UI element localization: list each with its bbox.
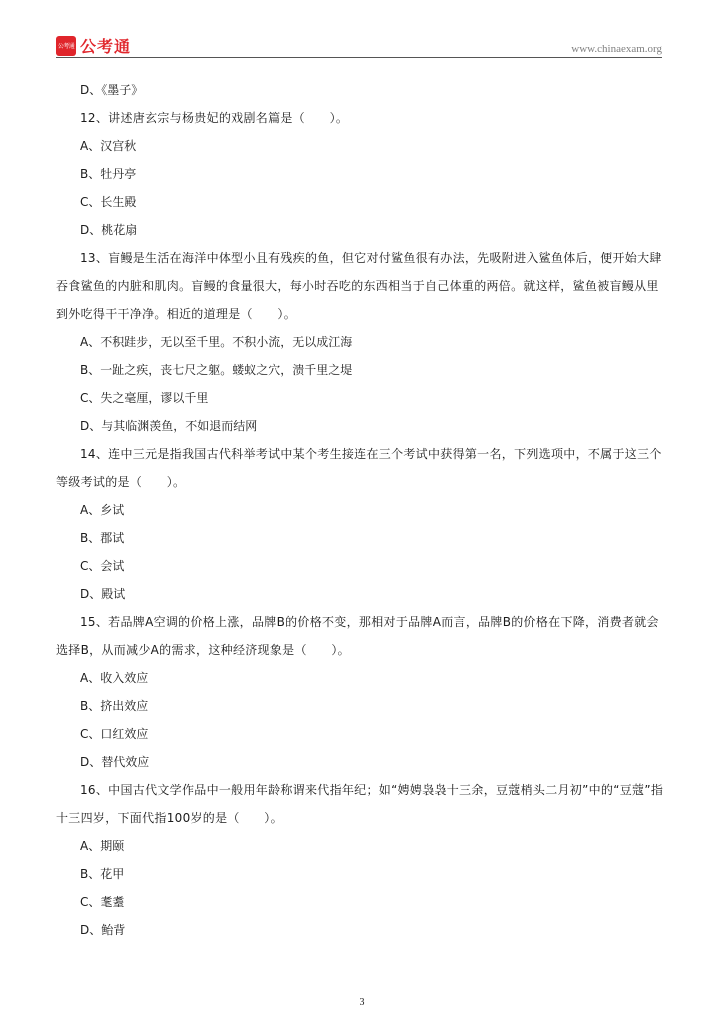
answer-option: D、《墨子》: [80, 83, 144, 97]
answer-option: C、长生殿: [80, 195, 137, 209]
answer-option: A、汉宫秋: [80, 139, 137, 153]
question-text: 15、若品牌A空调的价格上涨，品牌B的价格不变，那相对于品牌A而言，品牌B的价格在下降，消费者就会选择B，从而减少A的需求，这种经济现象是（ ）。: [56, 615, 659, 657]
logo: [56, 34, 131, 57]
site-url: www.chinaexam.org: [571, 43, 662, 55]
answer-option: A、不积跬步，无以至千里。不积小流，无以成江海: [80, 335, 353, 349]
answer-option: C、会试: [80, 559, 125, 573]
answer-option: B、挤出效应: [80, 699, 149, 713]
answer-option: B、一趾之疾，丧七尺之躯。蝼蚁之穴，溃千里之堤: [80, 363, 353, 377]
logo-mark: 公考通: [56, 36, 76, 56]
answer-option: A、收入效应: [80, 671, 149, 685]
answer-option: D、与其临渊羡鱼，不如退而结网: [80, 419, 258, 433]
answer-option: B、牡丹亭: [80, 167, 137, 181]
answer-option: D、鲐背: [80, 923, 126, 937]
document-body: [56, 76, 670, 944]
question-text: 14、连中三元是指我国古代科举考试中某个考生接连在三个考试中获得第一名，下列选项中，不属于这三个等级考试的是（ ）。: [56, 447, 662, 489]
answer-option: C、耄耋: [80, 895, 125, 909]
answer-option: D、殿试: [80, 587, 126, 601]
logo-text: 公考通: [80, 37, 132, 56]
header-divider: [56, 57, 662, 58]
answer-option: A、乡试: [80, 503, 125, 517]
page-number: 3: [359, 997, 365, 1008]
answer-option: B、花甲: [80, 867, 125, 881]
question-text: 12、讲述唐玄宗与杨贵妃的戏剧名篇是（ ）。: [80, 111, 349, 125]
answer-option: D、桃花扇: [80, 223, 138, 237]
answer-option: D、替代效应: [80, 755, 150, 769]
answer-option: A、期颐: [80, 839, 125, 853]
answer-option: B、郡试: [80, 531, 125, 545]
answer-option: C、失之毫厘，谬以千里: [80, 391, 209, 405]
question-text: 16、中国古代文学作品中一般用年龄称谓来代指年纪；如“娉娉袅袅十三余，豆蔻梢头二月初”中的“豆蔻”指十三四岁，下面代指100岁的是（ ）。: [56, 783, 664, 825]
answer-option: C、口红效应: [80, 727, 149, 741]
question-text: 13、盲鳗是生活在海洋中体型小且有残疾的鱼，但它对付鲨鱼很有办法，先吸附进入鲨鱼体后，便开始大肆吞食鲨鱼的内脏和肌肉。盲鳗的食量很大，每小时吞吃的东西相当于自己体重的两倍。就这样，鲨鱼被盲鳗从里到外吃得干干净净。相近的道理是（ ）。: [56, 251, 662, 321]
page-header: [56, 34, 662, 60]
